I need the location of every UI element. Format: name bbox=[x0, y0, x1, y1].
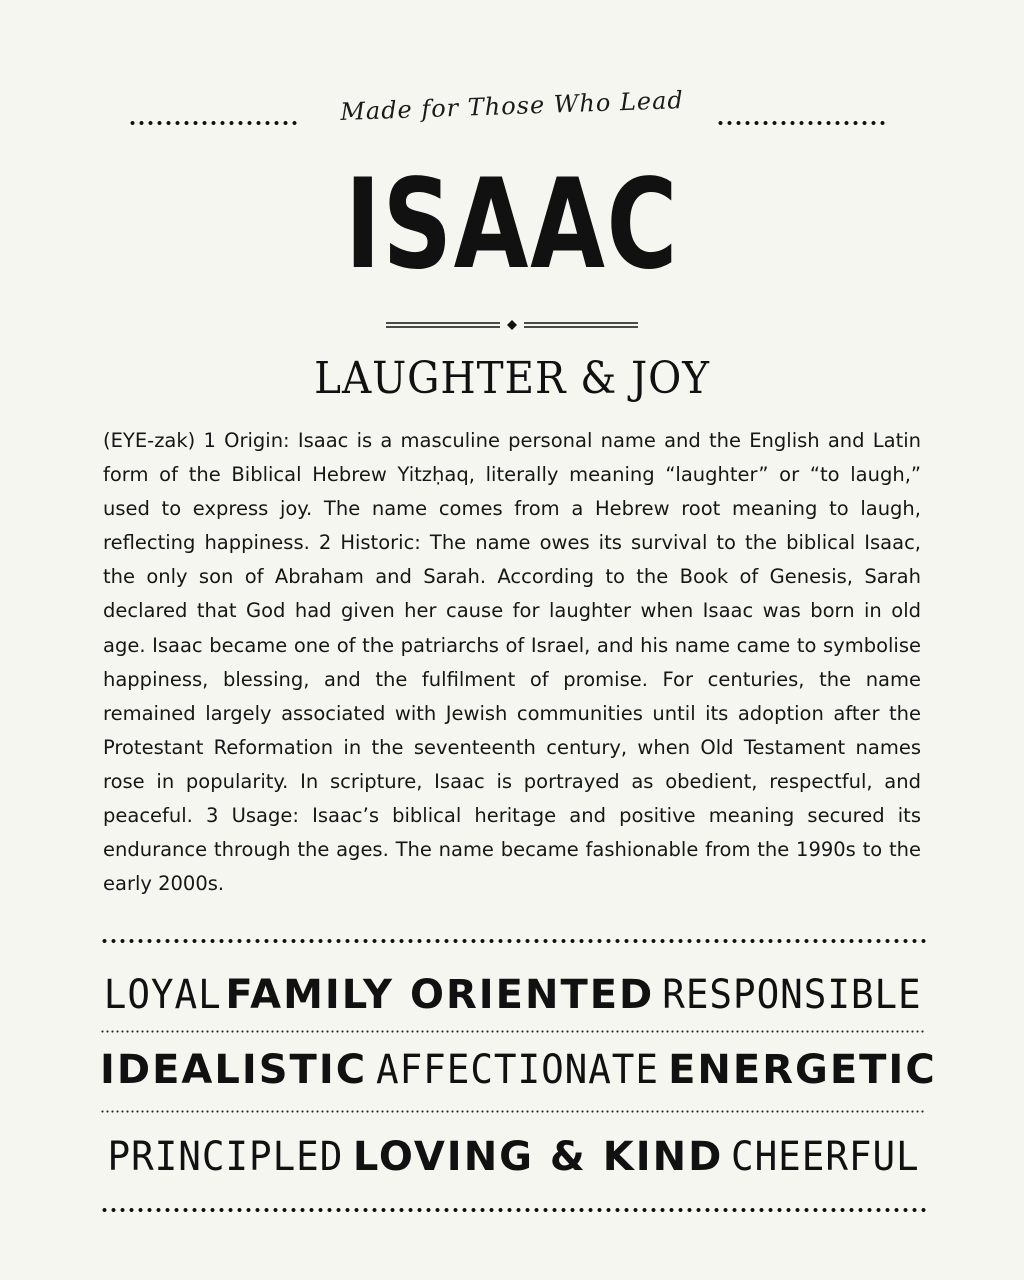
trait-idealistic: IDEALISTIC bbox=[100, 1047, 368, 1093]
tagline: Made for Those Who Lead bbox=[339, 86, 685, 126]
trait-cheerful: CHEERFUL bbox=[731, 1134, 920, 1180]
trait-energetic: ENERGETIC bbox=[668, 1047, 937, 1093]
trait-row-1 bbox=[100, 965, 926, 1025]
ornament-divider bbox=[386, 318, 638, 332]
trait-principled: PRINCIPLED bbox=[107, 1134, 344, 1180]
dotted-divider-row-2 bbox=[100, 1110, 924, 1113]
dotted-divider-top bbox=[100, 938, 926, 944]
trait-loving-kind: LOVING & KIND bbox=[352, 1134, 724, 1180]
trait-affectionate: AFFECTIONATE bbox=[376, 1047, 660, 1093]
dotted-divider-row-1 bbox=[100, 1030, 924, 1033]
trait-loyal: LOYAL bbox=[103, 972, 222, 1018]
trait-family-oriented: FAMILY ORIENTED bbox=[225, 972, 655, 1018]
name-description: (EYE-zak) 1 Origin: Isaac is a masculine personal name and the English and Latin form of the Biblical Hebrew Yitzḥaq, literally meaning “laughter” or “to laugh,” used to express joy. The name comes from a Hebrew root meaning to laugh, reflecting happiness. 2 Historic: The name owes its survival to the biblical Isaac, the only son of Abraham and Sarah. According to the Book of Genesis, Sarah declared that God had given her cause for laughter when Isaac was born in old age. Isaac became one of the patriarchs of Israel, and his name came to symbolise happiness, blessing, and the fulfilment of promise. For centuries, the name remained largely associated with Jewish communities until its adoption after the Protestant Reformation in the seventeenth century, when Old Testament names rose in popularity. In scripture, Isaac is portrayed as obedient, respectful, and peaceful. 3 Usage: Isaac’s biblical heritage and positive meaning secured its endurance through the ages. The name became fashionable from the 1990s to the early 2000s. bbox=[103, 429, 921, 896]
dotted-divider-right bbox=[716, 120, 888, 126]
trait-responsible: RESPONSIBLE bbox=[662, 972, 922, 1018]
dotted-divider-left bbox=[128, 120, 300, 126]
dotted-divider-bottom bbox=[100, 1207, 926, 1213]
trait-row-3 bbox=[100, 1127, 926, 1187]
trait-row-2 bbox=[100, 1040, 937, 1100]
name-meaning: LAUGHTER & JOY bbox=[314, 353, 710, 404]
name-title: ISAAC bbox=[344, 153, 680, 297]
tagline-row bbox=[0, 72, 1024, 152]
